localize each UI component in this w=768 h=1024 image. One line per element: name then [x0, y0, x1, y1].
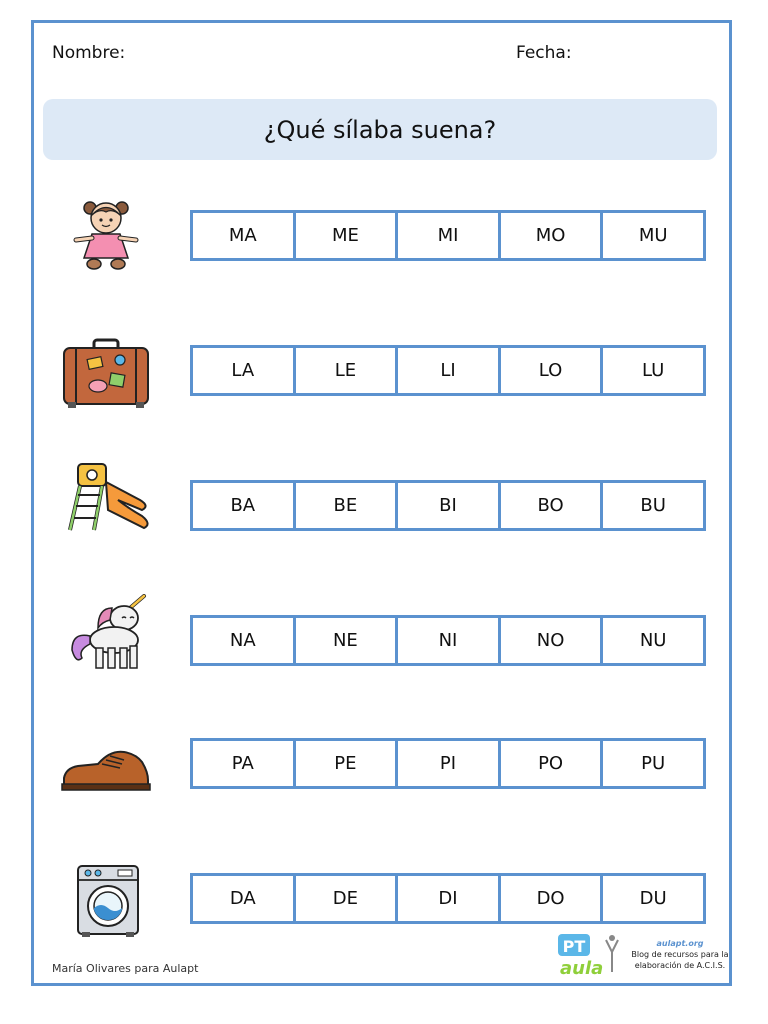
syllable-cell[interactable]: NU: [639, 630, 667, 651]
syllable-cell[interactable]: BA: [193, 483, 296, 528]
syllable-cell[interactable]: PU: [641, 753, 666, 774]
syllable-cell[interactable]: BE: [296, 483, 399, 528]
syllable-cell[interactable]: NA: [193, 618, 296, 663]
syllable-cell[interactable]: LA: [193, 348, 296, 393]
syllable-cell[interactable]: BO: [501, 483, 604, 528]
unicorn-icon: [58, 594, 154, 674]
blog-line-2: elaboración de A.C.I.S.: [634, 961, 726, 970]
syllable-cell[interactable]: BI: [398, 483, 501, 528]
syllable-cell[interactable]: NO: [501, 618, 604, 663]
blog-info: [630, 938, 730, 971]
syllable-cell[interactable]: DU: [639, 888, 667, 909]
syllable-cell[interactable]: BU: [640, 495, 666, 516]
svg-text:PT: PT: [562, 937, 586, 956]
syllable-cell[interactable]: MU: [638, 225, 668, 246]
syllable-cell[interactable]: NI: [398, 618, 501, 663]
syllable-row-4: [190, 615, 706, 666]
syllable-cell[interactable]: MO: [501, 213, 604, 258]
syllable-cell[interactable]: PE: [296, 741, 399, 786]
washing-machine-icon: [58, 862, 154, 942]
syllable-cell[interactable]: DO: [501, 876, 604, 921]
svg-text:aula: aula: [560, 958, 604, 979]
blog-line-1: Blog de recursos para la: [631, 950, 729, 959]
syllable-row-3: [190, 480, 706, 531]
syllable-cell[interactable]: ME: [296, 213, 399, 258]
syllable-cell[interactable]: NE: [296, 618, 399, 663]
author-credit: María Olivares para Aulapt: [52, 962, 199, 975]
aulapt-logo: [556, 932, 626, 980]
syllable-row-5: [190, 738, 706, 789]
syllable-cell[interactable]: LO: [501, 348, 604, 393]
syllable-cell[interactable]: DE: [296, 876, 399, 921]
blog-url[interactable]: aulapt.org: [656, 939, 704, 948]
syllable-cell[interactable]: LU: [642, 360, 665, 381]
syllable-cell[interactable]: PO: [501, 741, 604, 786]
syllable-cell[interactable]: DA: [193, 876, 296, 921]
fecha-label: Fecha:: [516, 43, 572, 63]
syllable-cell[interactable]: MI: [398, 213, 501, 258]
page-title: ¿Qué sílaba suena?: [43, 99, 717, 160]
shoe-icon: [58, 728, 154, 808]
syllable-cell[interactable]: LI: [398, 348, 501, 393]
syllable-cell[interactable]: MA: [193, 213, 296, 258]
syllable-cell[interactable]: LE: [296, 348, 399, 393]
syllable-cell[interactable]: PA: [193, 741, 296, 786]
doll-icon: [58, 194, 154, 274]
nombre-label: Nombre:: [52, 43, 126, 63]
syllable-row-1: [190, 210, 706, 261]
syllable-cell[interactable]: DI: [398, 876, 501, 921]
syllable-row-6: [190, 873, 706, 924]
slide-icon: [58, 458, 154, 538]
syllable-row-2: [190, 345, 706, 396]
syllable-cell[interactable]: PI: [398, 741, 501, 786]
suitcase-icon: [58, 334, 154, 414]
